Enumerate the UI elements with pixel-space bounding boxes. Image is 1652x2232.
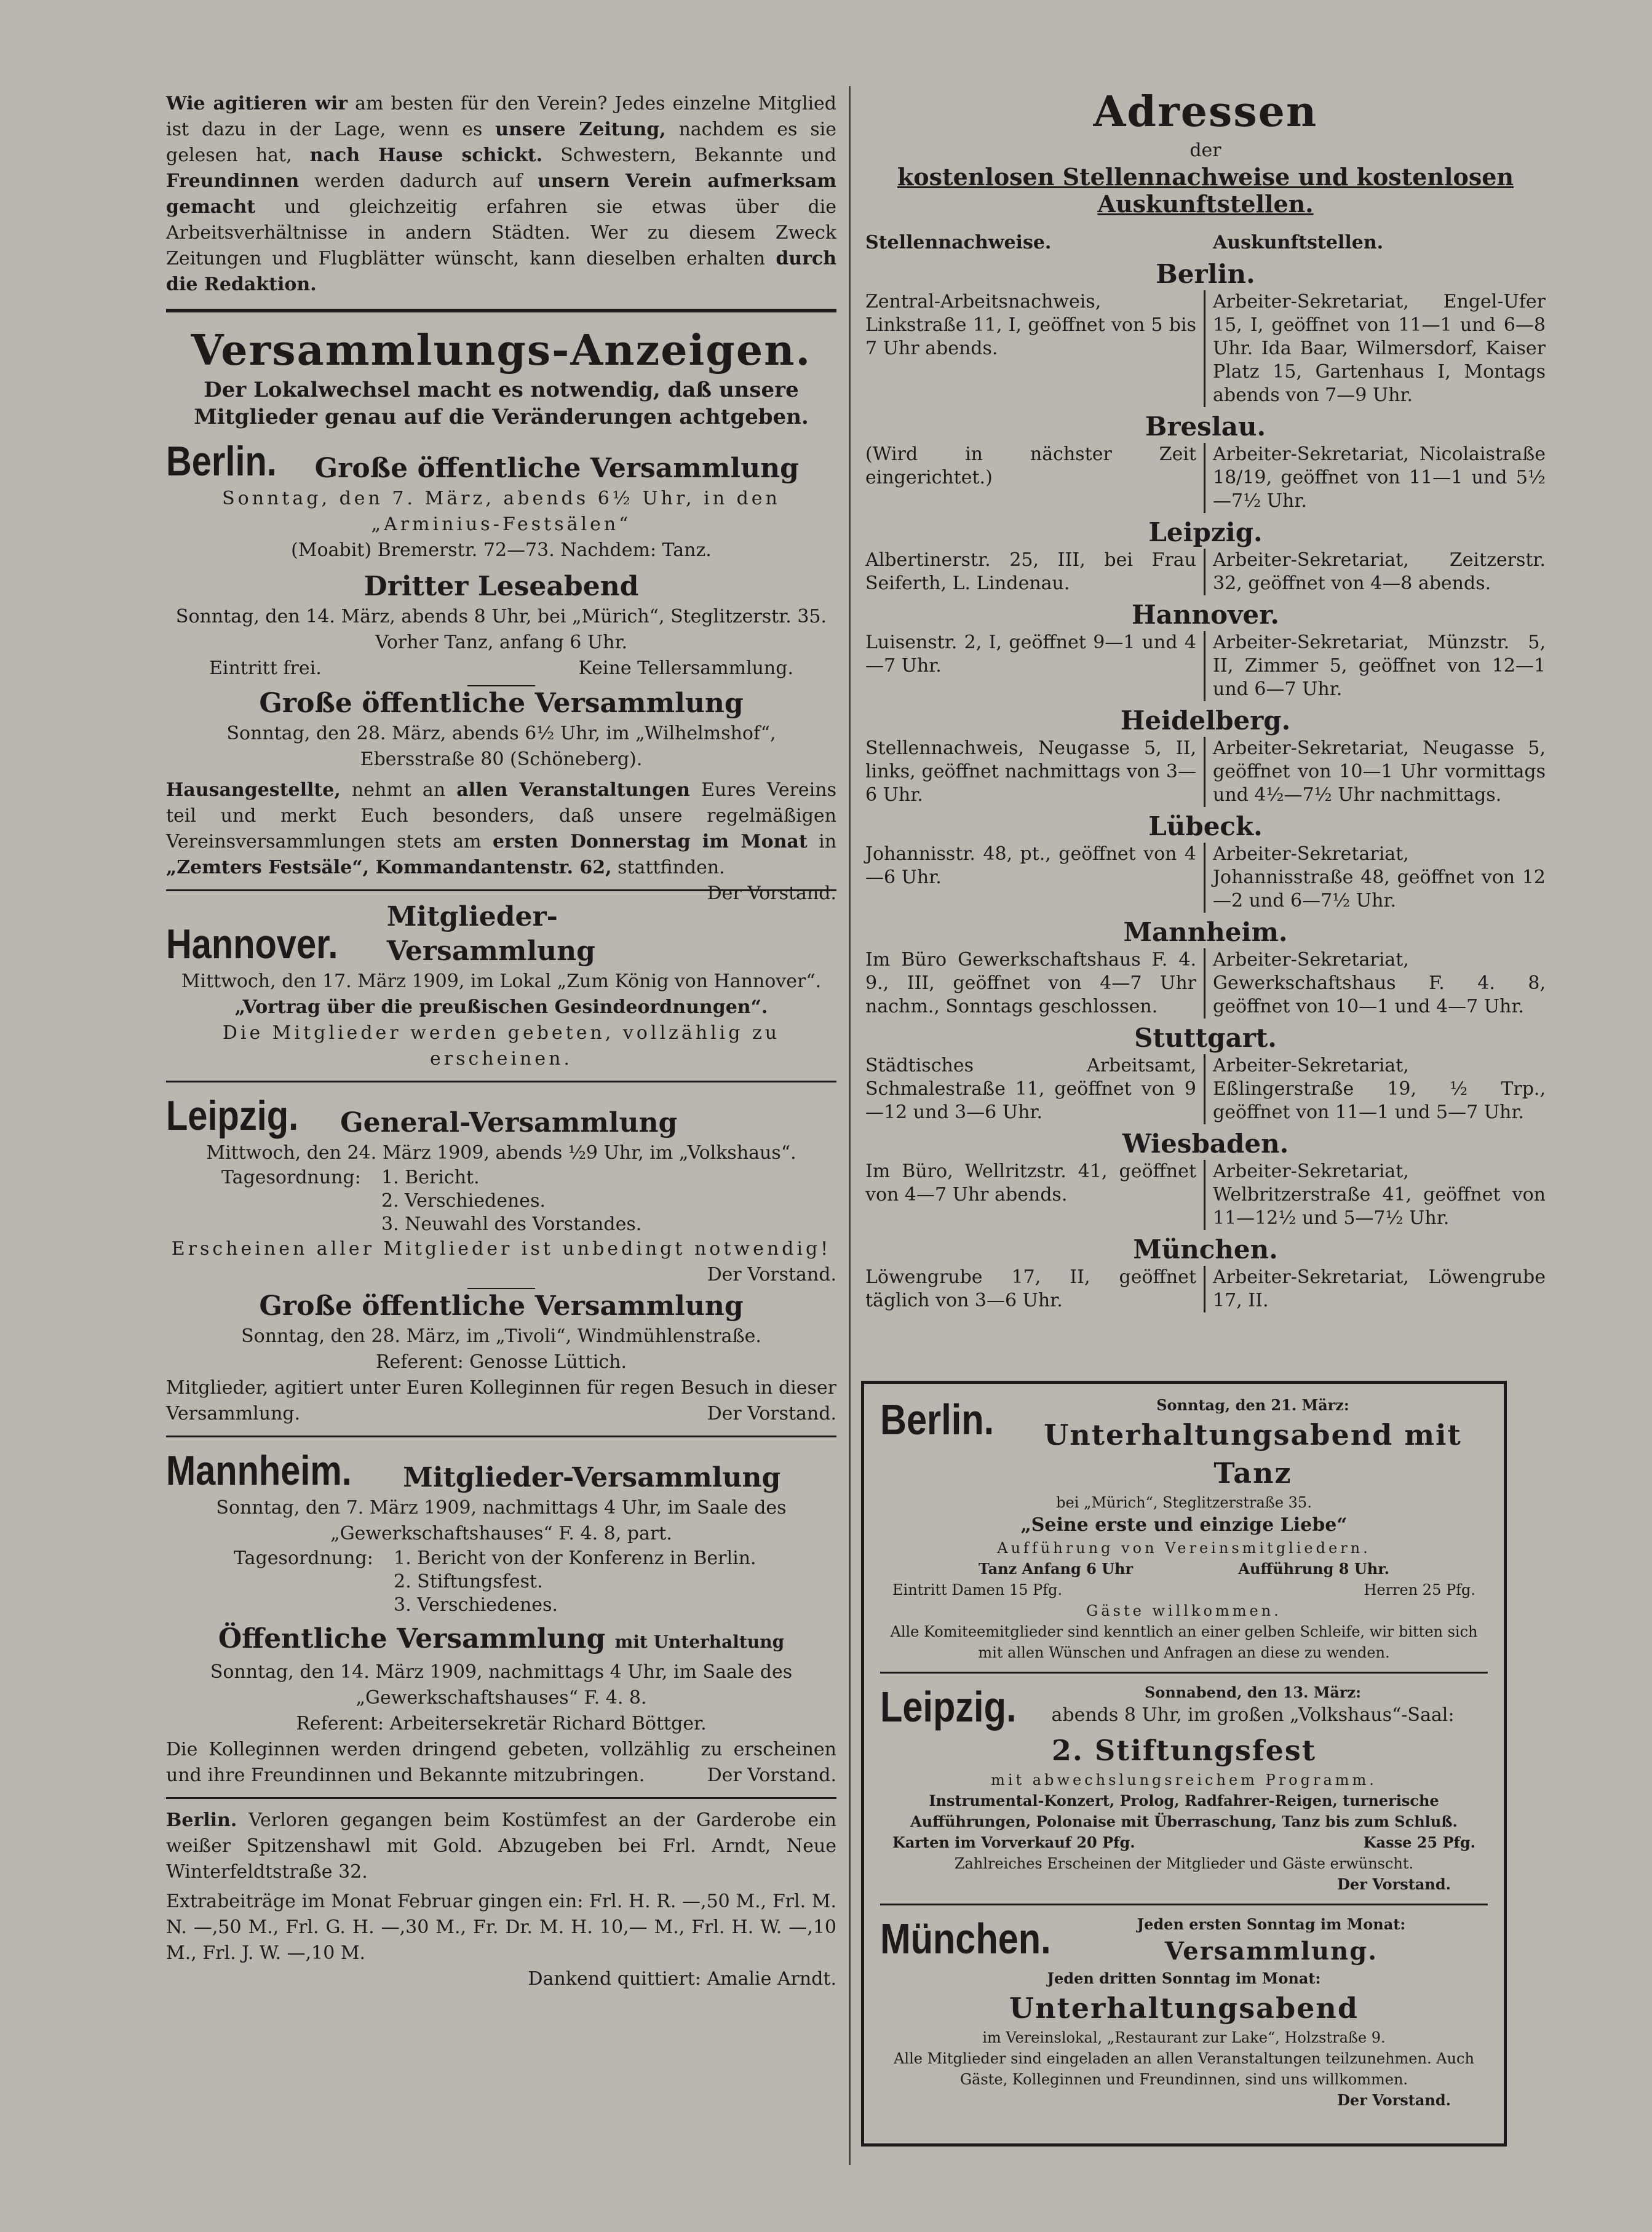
agenda-item: 3. Verschiedenes. [394, 1594, 558, 1616]
stellennachweis-entry: Löwengrube 17, II, geöffnet täglich von 3—6 Uhr. [858, 1266, 1205, 1313]
meeting-line: Sonntag, den 14. März 1909, nachmittags 4 Uhr, im Saale des [210, 1661, 793, 1683]
notice-text: Eures Vereins teil und merkt Euch besonders, daß unsere regelmäßigen Vereinsversammlungen stets am [166, 779, 836, 852]
event-prices [880, 1579, 1488, 1600]
meeting-title: Große öffentliche Versammlung [259, 688, 744, 719]
meeting-line [166, 1375, 836, 1427]
address-city-heading: Leipzig. [1148, 517, 1263, 547]
meeting-title: Mitglieder-Versammlung [386, 901, 595, 967]
meeting-line: Referent: Genosse Lüttich. [375, 1351, 627, 1373]
column-rule [849, 86, 851, 2165]
event-time: Tanz Anfang 6 Uhr [979, 1560, 1134, 1578]
addresses-subtitle: kostenlosen Stellennachweise und kostenlosen Auskunftstellen. [897, 163, 1514, 218]
address-pair [858, 948, 1553, 1019]
stellennachweis-entry: Albertinerstr. 25, III, bei Frau Seiferth, L. Lindenau. [858, 549, 1205, 595]
meeting-title-text: Öffentliche Versammlung [218, 1623, 606, 1654]
address-pair [858, 843, 1553, 913]
meeting-line: Sonntag, den 7. März, abends 6½ Uhr, in den „Arminius-Festsälen“ [222, 488, 780, 535]
signature: Der Vorstand. [707, 883, 836, 904]
meeting-line: „Gewerkschaftshauses“ F. 4. 8. [355, 1687, 647, 1709]
event-city: Berlin. [880, 1396, 995, 1444]
meeting-line: Referent: Arbeitersekretär Richard Böttger. [296, 1713, 707, 1734]
address-pair [858, 443, 1553, 513]
event-date: Sonntag, den 21. März: [1156, 1396, 1349, 1414]
auskunftstelle-entry: Arbeiter-Sekretariat, Zeitzerstr. 32, geöffnet von 4—8 abends. [1213, 549, 1546, 594]
event-line: Aufführung von Vereinsmitgliedern. [997, 1539, 1371, 1557]
divider [880, 1904, 1488, 1905]
meeting-line: Ebersstraße 80 (Schöneberg). [360, 749, 643, 770]
address-pair [858, 1054, 1553, 1124]
auskunftstelle-entry: Arbeiter-Sekretariat, Nicolaistraße 18/19, geöffnet von 11—1 und 5½—7½ Uhr. [1213, 443, 1546, 512]
meeting-line: Erscheinen aller Mitglieder ist unbedingt notwendig! [171, 1238, 832, 1260]
stellennachweis-entry: Im Büro Gewerkschaftshaus F. 4. 9., III, geöffnet von 4—7 Uhr nachm., Sonntags geschlossen. [858, 948, 1205, 1019]
event-body [1055, 1914, 1488, 1968]
meeting-line: Sonntag, den 28. März, im „Tivoli“, Windmühlenstraße. [241, 1325, 761, 1347]
lost-text: Verloren gegangen beim Kostümfest an der Garderobe ein weißer Spitzenshawl mit Gold. Abzugeben bei Frl. Arndt, Neue Winterfeldtstraße 32. [166, 1809, 836, 1883]
agitation-bold: nach Hause schickt. [309, 145, 543, 166]
event-price: Kasse 25 Pfg. [1363, 1833, 1475, 1851]
agitation-bold: durch die Redaktion. [166, 248, 836, 295]
signature: Der Vorstand. [1337, 1875, 1451, 1893]
announcements-subtitle: Der Lokalwechsel macht es notwendig, daß unsere Mitglieder genau auf die Veränderungen achtgeben. [194, 378, 809, 429]
agitation-text: und gleichzeitig erfahren sie etwas über die Arbeitsverhältnisse in andern Städten. Wer zu diesem Zweck Zeitungen und Flugblätter wünscht, kann dieselben erhalten [166, 196, 836, 269]
event-times [880, 1559, 1488, 1579]
address-city-heading: Lübeck. [1148, 811, 1263, 841]
notice-text: nehmt an [340, 779, 457, 801]
meeting-title: Mitglieder-Versammlung [403, 1462, 781, 1493]
agenda-item: 1. Bericht von der Konferenz in Berlin. [394, 1547, 757, 1569]
address-city-heading: Stuttgart. [1134, 1023, 1277, 1053]
event-price: Eintritt Damen 15 Pfg. [892, 1581, 1063, 1599]
city-leipzig: Leipzig. [166, 1092, 299, 1139]
meeting-line: Mittwoch, den 17. März 1909, im Lokal „Zum König von Hannover“. [181, 971, 822, 992]
event-prices [880, 1832, 1488, 1853]
addresses-title: Adressen [1093, 87, 1318, 137]
auskunftstelle-entry: Arbeiter-Sekretariat, Welbritzerstraße 41, geöffnet von 11—12½ und 5—7½ Uhr. [1213, 1161, 1546, 1229]
mannheim-heading [166, 1446, 836, 1495]
address-city-heading: Berlin. [1156, 259, 1255, 289]
meeting-text: Mitglieder, agitiert unter Euren Kolleginnen für regen Besuch in dieser Versammlung. [166, 1377, 836, 1424]
agenda-item: 1. Bericht. [381, 1167, 480, 1188]
address-city-heading: Hannover. [1131, 600, 1279, 630]
agitation-bold: unsern Verein aufmerksam gemacht [166, 170, 837, 218]
address-city-heading: München. [1133, 1234, 1278, 1265]
notice-bold: allen Veranstaltungen [456, 779, 690, 801]
event-body [1018, 1395, 1488, 1492]
notice-bold: „Zemters Festsäle“, Kommandantenstr. 62, [166, 857, 612, 878]
agitation-bold: unsere Zeitung, [495, 119, 666, 140]
lost-notice [166, 1808, 836, 1885]
divider [166, 1436, 836, 1437]
agenda-label: Tagesordnung: [221, 1167, 361, 1188]
event-line: im Vereinslokal, „Restaurant zur Lake“, Holzstraße 9. [982, 2029, 1386, 2046]
meeting-title: General-Versammlung [340, 1107, 678, 1138]
auskunftstelle-entry: Arbeiter-Sekretariat, Münzstr. 5, II, Zimmer 5, geöffnet von 12—1 und 6—7 Uhr. [1213, 632, 1546, 700]
meeting-title-suffix: mit Unterhaltung [614, 1632, 785, 1652]
address-city-heading: Heidelberg. [1120, 705, 1291, 736]
agenda-label: Tagesordnung: [234, 1547, 373, 1569]
event-muenchen [880, 1914, 1488, 1968]
address-pair [858, 631, 1553, 701]
stellennachweis-entry: (Wird in nächster Zeit eingerichtet.) [858, 443, 1205, 513]
signature: Der Vorstand. [707, 1765, 836, 1786]
col-header-stellennachweise: Stellennachweise. [865, 232, 1052, 253]
meeting-title: Große öffentliche Versammlung [314, 453, 799, 484]
left-column [166, 91, 836, 1992]
meeting-line: Sonntag, den 7. März 1909, nachmittags 4 Uhr, im Saale des [216, 1497, 787, 1519]
meeting-title [166, 1622, 836, 1659]
city-hannover: Hannover. [166, 921, 338, 967]
divider [880, 1672, 1488, 1674]
agenda [166, 1547, 836, 1617]
signature: Dankend quittiert: Amalie Arndt. [528, 1968, 836, 1990]
auskunftstelle-entry: Arbeiter-Sekretariat, Johannisstraße 48, geöffnet von 12—2 und 6—7½ Uhr. [1213, 843, 1546, 911]
address-pair [858, 1160, 1553, 1230]
event-title: Unterhaltungsabend mit Tanz [1044, 1418, 1462, 1490]
meeting-line: Sonntag, den 14. März, abends 8 Uhr, bei „Mürich“, Steglitzerstr. 35. [175, 606, 827, 627]
agitation-bold: Freundinnen [166, 170, 300, 192]
event-line: bei „Mürich“, Steglitzerstraße 35. [1056, 1494, 1312, 1511]
event-time: Aufführung 8 Uhr. [1238, 1560, 1389, 1578]
agenda-item: 3. Neuwahl des Vorstandes. [381, 1213, 642, 1235]
signature: Der Vorstand. [707, 1264, 836, 1285]
collection-info: Keine Tellersammlung. [578, 657, 793, 679]
meeting-line: „Gewerkschaftshauses“ F. 4. 8, part. [330, 1523, 672, 1544]
meeting-line: Mittwoch, den 24. März 1909, abends ½9 Uhr, im „Volkshaus“. [206, 1142, 796, 1164]
events-box [861, 1381, 1507, 2147]
stellennachweis-entry: Im Büro, Wellritzstr. 41, geöffnet von 4—7 Uhr abends. [858, 1160, 1205, 1230]
notice-text: in [807, 831, 837, 852]
event-line: mit abwechslungsreichem Programm. [991, 1771, 1377, 1789]
address-pair [858, 737, 1553, 807]
meeting-title: Dritter Leseabend [363, 571, 639, 602]
meeting-line: Vorher Tanz, anfang 6 Uhr. [375, 632, 628, 653]
event-line: Instrumental-Konzert, Prolog, Radfahrer-Reigen, turnerische Aufführungen, Polonaise mit Überraschung, Tanz bis zum Schluß. [910, 1792, 1458, 1830]
address-list [858, 258, 1553, 1313]
event-city: München. [880, 1915, 1051, 1963]
auskunftstelle-entry: Arbeiter-Sekretariat, Engel-Ufer 15, I, geöffnet von 11—1 und 6—8 Uhr. Ida Baar, Wilmersdorf, Kaiser Platz 15, Gartenhaus I, Montags abends von 7—9 Uhr. [1213, 291, 1546, 406]
agitation-lead: Wie agitieren wir [166, 93, 348, 114]
meeting-line: Die Mitglieder werden gebeten, vollzählig zu erscheinen. [222, 1022, 780, 1070]
meeting-line [166, 1737, 836, 1789]
event-line: Gäste willkommen. [1086, 1602, 1282, 1619]
agenda-item: 2. Verschiedenes. [381, 1190, 546, 1212]
hannover-heading [166, 900, 707, 969]
berlin-notice [166, 777, 837, 904]
event-title: Versammlung. [1164, 1937, 1378, 1966]
right-column [858, 86, 1553, 1313]
stellennachweis-entry: Städtisches Arbeitsamt, Schmalestraße 11, geöffnet von 9—12 und 3—6 Uhr. [858, 1054, 1205, 1124]
signature: Der Vorstand. [1337, 2091, 1451, 2109]
berlin-heading [166, 437, 836, 486]
entry-info: Eintritt frei. [209, 657, 322, 679]
leipzig-heading [166, 1091, 836, 1140]
extra-contributions: Extrabeiträge im Monat Februar gingen ein: Frl. H. R. —,50 M., Frl. M. N. —,50 M., Frl. G. H. —,30 M., Fr. Dr. M. H. 10,— M., Frl. H. W. —,10 M., Frl. J. W. —,10 M. [166, 1891, 836, 1964]
meeting-title: Große öffentliche Versammlung [259, 1290, 744, 1322]
event-price: Karten im Vorverkauf 20 Pfg. [892, 1833, 1135, 1851]
stellennachweis-entry: Luisenstr. 2, I, geöffnet 9—1 und 4—7 Uhr. [858, 631, 1205, 701]
agitation-text: Schwestern, Bekannte und [542, 145, 836, 166]
agenda-item: 2. Stiftungsfest. [394, 1571, 543, 1592]
meeting-line: Sonntag, den 28. März, abends 6½ Uhr, im „Wilhelmshof“, [226, 723, 776, 744]
event-line: Alle Mitglieder sind eingeladen an allen Veranstaltungen teilzunehmen. Auch Gäste, Kolleginnen und Freundinnen, sind uns willkommen. [894, 2050, 1474, 2088]
auskunftstelle-entry: Arbeiter-Sekretariat, Gewerkschaftshaus F. 4. 8, geöffnet von 10—1 und 4—7 Uhr. [1213, 949, 1546, 1017]
event-line: Alle Komiteemitglieder sind kenntlich an einer gelben Schleife, wir bitten sich mit allen Wünschen und Anfragen an diese zu wenden. [890, 1623, 1478, 1661]
address-city-heading: Breslau. [1145, 411, 1266, 442]
meeting-line: (Moabit) Bremerstr. 72—73. Nachdem: Tanz. [291, 539, 712, 561]
event-line: „Seine erste und einzige Liebe“ [1020, 1514, 1348, 1536]
stellennachweis-entry: Zentral-Arbeitsnachweis, Linkstraße 11, I, geöffnet von 5 bis 7 Uhr abends. [858, 290, 1205, 407]
event-line: Jeden ersten Sonntag im Monat: [1137, 1915, 1406, 1933]
address-pair [858, 1266, 1553, 1313]
agitation-text: am besten für den Verein? Jedes einzelne Mitglied ist dazu in der Lage, wenn es [166, 93, 836, 140]
address-pair [858, 290, 1553, 407]
event-line: Zahlreiches Erscheinen der Mitglieder und Gäste erwünscht. [954, 1855, 1414, 1872]
signature: Der Vorstand. [707, 1403, 836, 1424]
divider [166, 1797, 836, 1799]
event-city: Leipzig. [880, 1683, 1017, 1731]
addresses-title-der: der [1189, 140, 1221, 161]
city-mannheim: Mannheim. [166, 1447, 352, 1494]
meeting-info [166, 656, 836, 681]
agitation-text: nachdem es sie gelesen hat, [166, 119, 836, 166]
agenda [166, 1166, 836, 1236]
event-line: Jeden dritten Sonntag im Monat: [1047, 1969, 1321, 1987]
agitation-text: werden dadurch auf [299, 170, 538, 192]
auskunftstelle-entry: Arbeiter-Sekretariat, Eßlingerstraße 19, ½ Trp., geöffnet von 11—1 und 5—7 Uhr. [1213, 1055, 1546, 1123]
notice-text: stattfinden. [611, 857, 725, 878]
agitation-notice [166, 91, 836, 298]
event-line: abends 8 Uhr, im großen „Volkshaus“-Saal: [1051, 1704, 1455, 1726]
event-price: Herren 25 Pfg. [1364, 1581, 1475, 1599]
stellennachweis-entry: Johannisstr. 48, pt., geöffnet von 4—6 Uhr. [858, 843, 1205, 913]
announcements-title: Versammlungs-Anzeigen. [191, 326, 812, 375]
event-title: 2. Stiftungsfest [1051, 1734, 1317, 1767]
auskunftstelle-entry: Arbeiter-Sekretariat, Löwengrube 17, II. [1213, 1266, 1546, 1311]
address-pair [858, 549, 1553, 595]
notice-bold: ersten Donnerstag im Monat [493, 831, 808, 852]
lost-lead: Berlin. [166, 1809, 237, 1831]
notice-bold: Hausangestellte, [166, 779, 341, 801]
divider [166, 1081, 836, 1082]
event-leipzig [880, 1682, 1488, 1731]
auskunftstelle-entry: Arbeiter-Sekretariat, Neugasse 5, geöffnet von 10—1 Uhr vormittags und 4½—7½ Uhr nachmittags. [1213, 737, 1546, 806]
meeting-text: Die Kolleginnen werden dringend gebeten, vollzählig zu erscheinen und ihre Freundinnen und Bekannte mitzubringen. [166, 1739, 836, 1786]
address-city-heading: Wiesbaden. [1122, 1129, 1289, 1159]
event-berlin [880, 1395, 1488, 1492]
address-city-heading: Mannheim. [1123, 917, 1288, 947]
event-date: Sonnabend, den 13. März: [1145, 1683, 1361, 1701]
divider [166, 309, 836, 312]
event-body [1018, 1682, 1488, 1731]
meeting-line: „Vortrag über die preußischen Gesindeordnungen“. [234, 996, 768, 1018]
addresses-column-headers [858, 231, 1553, 255]
city-berlin: Berlin. [166, 438, 277, 485]
event-title: Unterhaltungsabend [1009, 1992, 1359, 2025]
col-header-auskunftstellen: Auskunftstellen. [1213, 232, 1384, 253]
stellennachweis-entry: Stellennachweis, Neugasse 5, II, links, geöffnet nachmittags von 3—6 Uhr. [858, 737, 1205, 807]
